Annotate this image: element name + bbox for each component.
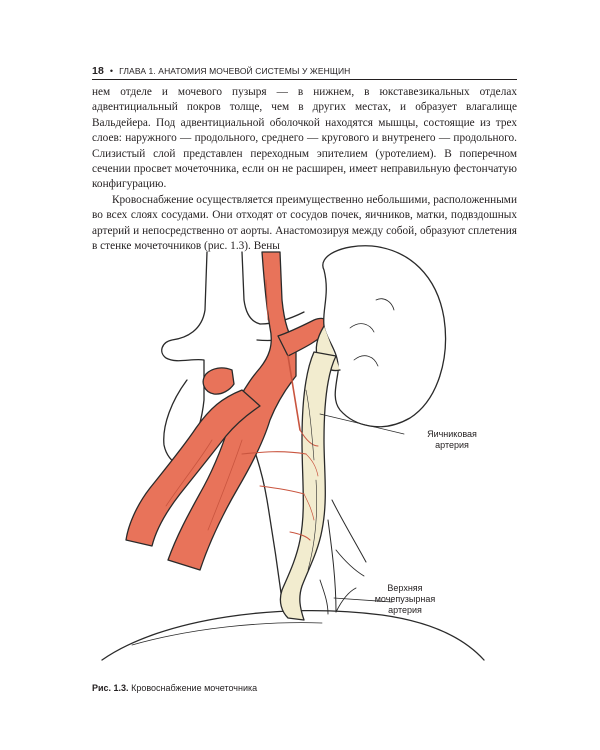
chapter-title: ГЛАВА 1. АНАТОМИЯ МОЧЕВОЙ СИСТЕМЫ У ЖЕНЩИН xyxy=(119,66,351,76)
vesical-label-line-3: артерия xyxy=(388,605,422,615)
page-number: 18 xyxy=(92,65,104,77)
figure-caption xyxy=(92,683,517,693)
header-rule xyxy=(92,79,517,80)
paragraph-1: нем отделе и мочевого пузыря — в нижнем, в юкставезикальных отделах адвентициальный покров толще, чем в других местах, и образует влагалище Вальдейера. Под адвентициальной оболочкой находятся мышцы, состоящие из трех слоев: наружного — продольного, среднего — кругового и внутренего — продольного. Слизистый слой представлен переходным эпителием (уротелием). В поперечном сечении просвет мочеточника, если он не расширен, имеет неправильную фестончатую конфигурацию. xyxy=(92,86,517,191)
ureter xyxy=(280,352,336,620)
paragraph-2: Кровоснабжение осуществляется преимущественно небольшими, расположенными во всех слоях сосудами. Они отходят от сосудов почек, яичников, матки, подвздошных артерий и непосредственно от аорты. Анастомозируя между собой, образуют сплетения в стенке мочеточников (рис. 1.3). Вены xyxy=(92,193,517,253)
header-bullet: • xyxy=(109,66,114,76)
ovarian-artery-label xyxy=(402,429,502,451)
body-text xyxy=(92,85,517,254)
ovarian-label-line-1: Яичниковая xyxy=(427,429,477,439)
vesical-label-line-1: Верхняя xyxy=(387,583,423,593)
superior-vesical-artery-label xyxy=(355,583,455,616)
ovarian-label-line-2: артерия xyxy=(435,440,469,450)
figure-label: Рис. 1.3. xyxy=(92,683,129,693)
running-header xyxy=(92,64,517,78)
figure-caption-text: Кровоснабжение мочеточника xyxy=(131,683,258,693)
vesical-label-line-2: мочепузырная xyxy=(374,594,436,604)
kidney xyxy=(323,246,446,427)
